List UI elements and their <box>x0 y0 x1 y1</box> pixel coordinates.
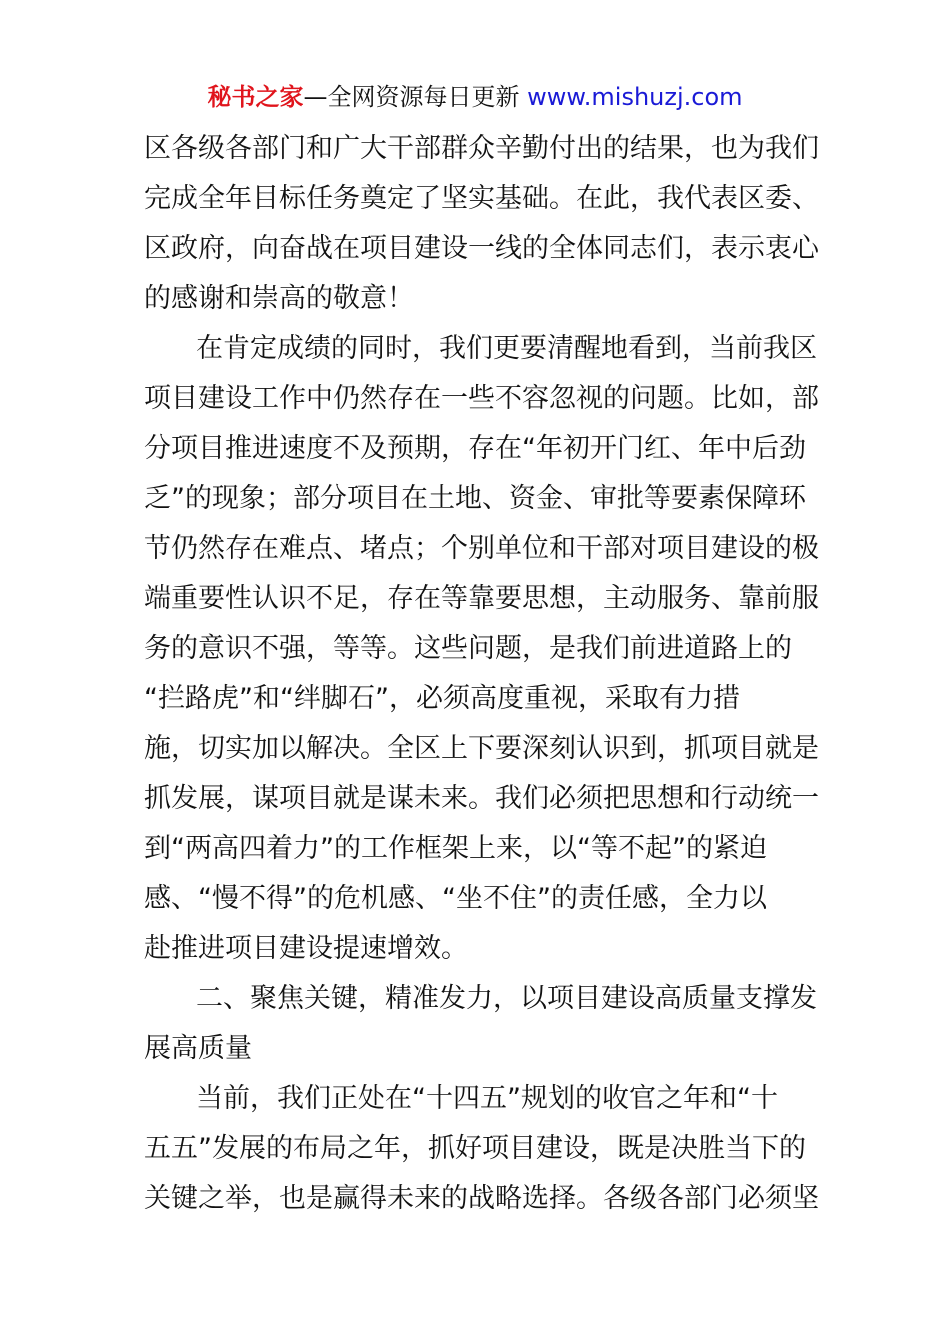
text-line: 端重要性认识不足，存在等靠要思想，主动服务、靠前服 <box>144 583 819 614</box>
site-header <box>0 80 950 114</box>
text-line: 务的意识不强，等等。这些问题，是我们前进道路上的 <box>144 633 792 664</box>
site-brand: 秘书之家 <box>207 83 304 111</box>
site-url-link[interactable]: www.mishuzj.com <box>527 83 743 111</box>
text-line: 完成全年目标任务奠定了坚实基础。在此，我代表区委、 <box>144 183 819 214</box>
section-heading-continued: 展高质量 <box>144 1033 252 1064</box>
text-line: 分项目推进速度不及预期，存在“年初开门红、年中后劲 <box>144 433 806 464</box>
text-line: 抓发展，谋项目就是谋未来。我们必须把思想和行动统一 <box>144 783 819 814</box>
text-line: 赴推进项目建设提速增效。 <box>144 933 468 964</box>
paragraph-start-line: 在肯定成绩的同时，我们更要清醒地看到，当前我区 <box>196 333 817 364</box>
text-line: 到“两高四着力”的工作框架上来，以“等不起”的紧迫 <box>144 833 767 864</box>
text-line: 乏”的现象；部分项目在土地、资金、审批等要素保障环 <box>144 483 806 514</box>
document-body <box>144 124 819 1224</box>
text-line: 项目建设工作中仍然存在一些不容忽视的问题。比如，部 <box>144 383 819 414</box>
section-heading: 二、聚焦关键，精准发力，以项目建设高质量支撑发 <box>196 983 817 1014</box>
text-line: 感、“慢不得”的危机感、“坐不住”的责任感，全力以 <box>144 883 767 914</box>
text-line: 区各级各部门和广大干部群众辛勤付出的结果，也为我们 <box>144 133 819 164</box>
text-line: 的感谢和崇高的敬意！ <box>144 283 414 314</box>
text-line: 五五”发展的布局之年，抓好项目建设，既是决胜当下的 <box>144 1133 806 1164</box>
text-line: 节仍然存在难点、堵点；个别单位和干部对项目建设的极 <box>144 533 819 564</box>
text-line: 施，切实加以解决。全区上下要深刻认识到，抓项目就是 <box>144 733 819 764</box>
text-line: “拦路虎”和“绊脚石”，必须高度重视，采取有力措 <box>144 683 740 714</box>
text-line: 关键之举，也是赢得未来的战略选择。各级各部门必须坚 <box>144 1183 819 1214</box>
paragraph-start-line: 当前，我们正处在“十四五”规划的收官之年和“十 <box>196 1083 778 1114</box>
text-line: 区政府，向奋战在项目建设一线的全体同志们，表示衷心 <box>144 233 819 264</box>
site-tagline: —全网资源每日更新 <box>303 83 520 111</box>
